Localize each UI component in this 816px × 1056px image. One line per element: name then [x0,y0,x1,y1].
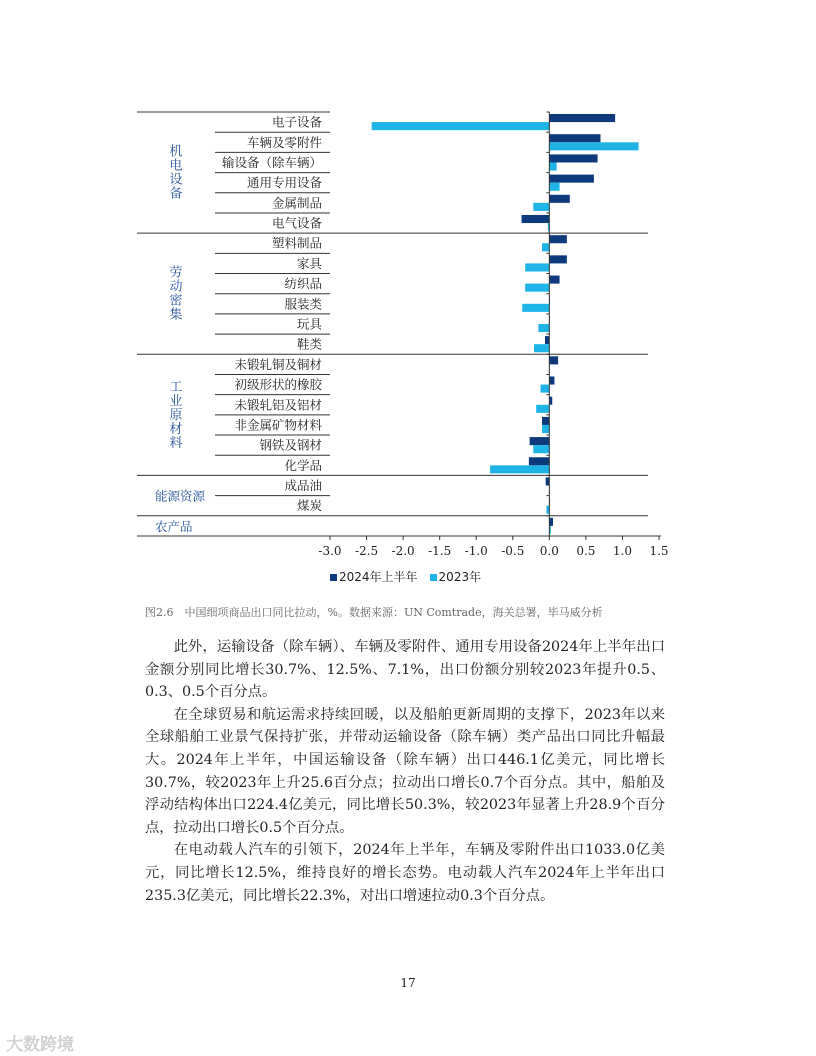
x-tick-label: -1.5 [428,544,452,558]
bar-2024h1 [549,235,567,243]
legend-label: 2024年上半年 [339,570,418,584]
category-label: 钢铁及钢材 [259,437,322,453]
bar-2024h1 [530,437,550,445]
bar-2024h1 [529,457,549,465]
group-label: 劳动密集 [169,265,183,323]
x-tick-label: -2.0 [391,544,415,558]
bar-2024h1 [542,417,549,425]
x-tick-label: -1.0 [464,544,488,558]
page-number: 17 [400,976,416,990]
bar-2024h1 [549,276,559,284]
x-tick-label: 1.5 [649,544,669,558]
bar-2023 [549,142,638,150]
category-label: 电子设备 [271,114,322,130]
bar-2023 [536,405,549,413]
bar-2024h1 [549,134,600,142]
bar-2023 [533,203,549,211]
category-label: 家具 [296,255,322,271]
paragraph: 此外，运输设备（除车辆）、车辆及零附件、通用专用设备2024年上半年出口金额分别同比增长30.7%、12.5%、7.1%，出口份额分别较2023年提升0.5、0.3、0.5个百分点。 [145,639,665,701]
category-label: 金属制品 [271,195,322,211]
watermark-logo: 大数跨境 [6,1035,74,1055]
legend-item-2024h1 [330,568,418,585]
bar-2023 [525,263,549,271]
bar-2024h1 [549,255,567,263]
bar-2023 [534,344,549,352]
paragraph: 在电动载人汽车的引领下，2024年上半年，车辆及零附件出口1033.0亿美元，同比增长12.5%，维持良好的增长态势。电动载人汽车2024年上半年出口235.3亿美元，同比增长22.3%，对出口增速拉动0.3个百分点。 [145,842,665,904]
bar-2024h1 [549,356,558,364]
bar-2024h1 [549,154,597,162]
bar-2023 [525,284,549,292]
legend-swatch [430,574,437,581]
bar-2024h1 [549,376,554,384]
legend-item-2023 [430,568,482,585]
body-text [145,636,665,907]
category-label: 煤炭 [296,498,322,514]
bar-2024h1 [549,518,553,526]
bar-2023 [542,425,549,433]
bar-2023 [549,162,556,170]
category-label: 非金属矿物材料 [234,417,322,433]
bar-2023 [538,324,549,332]
category-label: 服装类 [284,296,322,312]
category-label: 车辆及零附件 [246,134,322,150]
category-label: 通用专用设备 [246,175,322,191]
x-tick-label: -0.5 [501,544,525,558]
figure-caption: 图2.6 中国细项商品出口同比拉动，%。数据来源：UN Comtrade，海关总署，毕马威分析 [145,606,603,619]
bar-2023 [549,183,559,191]
bar-2024h1 [549,195,569,203]
paragraph: 在全球贸易和航运需求持续回暖，以及船舶更新周期的支撑下，2023年以来全球船舶工业景气保持扩张，并带动运输设备（除车辆）类产品出口同比升幅最大。2024年上半年，中国运输设备（除车辆）出口446.1亿美元，同比增长30.7%，较2023年上升25.6百分点；拉动出口增长0.7个百分点。其中，船舶及浮动结构体出口224.4亿美元，同比增长50.3%，较2023年显著上升28.9个百分点，拉动出口增长0.5个百分点。 [145,706,665,836]
bar-2023 [541,385,550,393]
bar-2024h1 [545,336,549,344]
category-label: 未锻轧铜及铜材 [234,356,322,372]
x-tick-label: -3.0 [318,544,342,558]
category-label: 电气设备 [271,215,322,231]
x-tick-label: 0.5 [576,544,596,558]
category-label: 输设备（除车辆） [221,154,322,170]
legend-swatch [330,574,337,581]
category-label: 玩具 [296,316,322,332]
x-tick-label: 0.0 [539,544,559,558]
bar-2023 [372,122,550,130]
category-label: 化学品 [284,457,322,473]
x-tick-label: -2.5 [354,544,379,558]
chart-legend [330,568,481,585]
legend-label: 2023年 [438,570,482,584]
bar-2024h1 [546,477,550,485]
category-label: 初级形状的橡胶 [234,377,322,393]
group-label: 能源资源 [155,488,206,504]
bar-2024h1 [522,215,550,223]
bar-2023 [542,243,549,251]
bar-2024h1 [549,175,594,183]
bar-2023 [522,304,549,312]
bar-2024h1 [549,114,615,122]
category-label: 成品油 [284,478,322,494]
group-label: 农产品 [155,518,193,534]
bar-2023 [490,465,549,473]
category-label: 未锻轧铝及铝材 [234,397,322,413]
category-label: 鞋类 [296,336,322,352]
category-label: 纺织品 [284,276,322,292]
x-tick-label: 1.0 [612,544,632,558]
group-label: 机电设备 [169,144,183,202]
group-label: 工业原材料 [169,379,183,451]
category-label: 塑料制品 [271,235,322,251]
bar-2023 [533,445,549,453]
